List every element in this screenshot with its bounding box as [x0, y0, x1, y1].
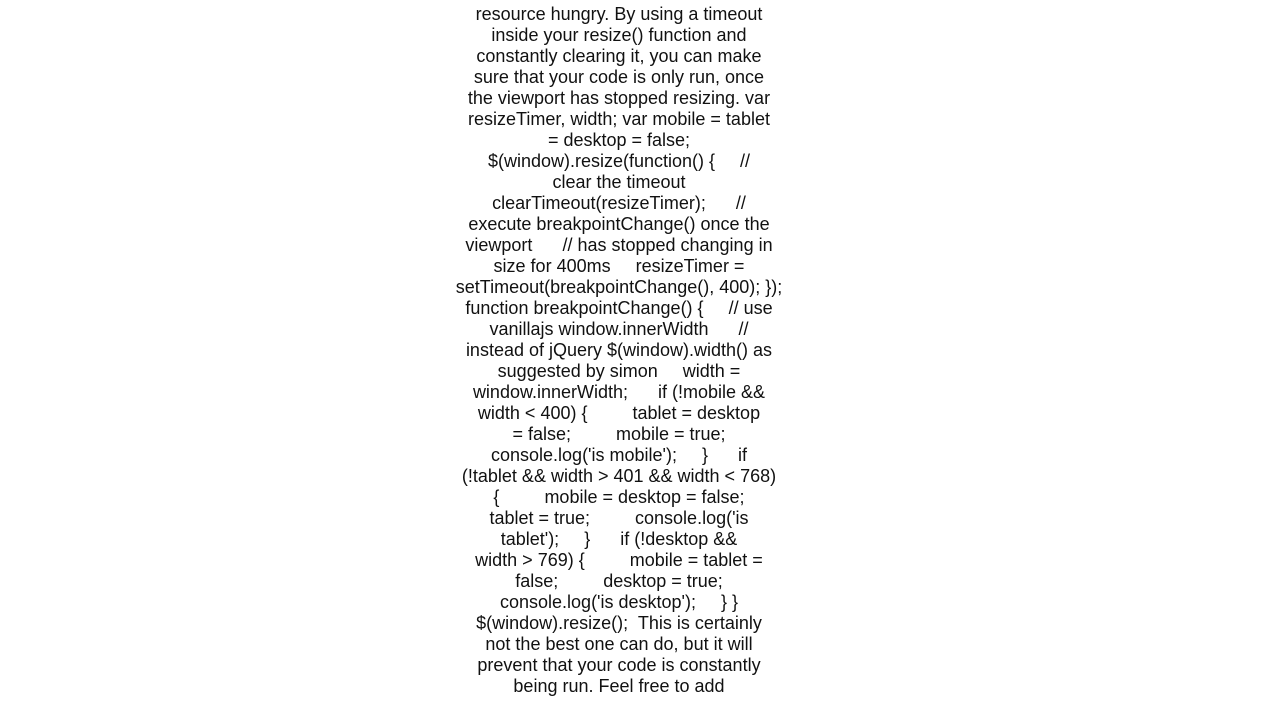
text-line: { mobile = desktop = false;: [493, 487, 745, 507]
text-line: console.log('is mobile'); } if: [491, 445, 747, 465]
text-line: tablet'); } if (!desktop &&: [500, 529, 738, 549]
text-line: tablet = true; console.log('is: [489, 508, 749, 528]
text-line: prevent that your code is constantly: [477, 655, 761, 675]
text-line: console.log('is desktop'); } }: [500, 592, 738, 612]
text-line: constantly clearing it, you can make: [476, 46, 762, 66]
text-line: resizeTimer, width; var mobile = tablet: [468, 109, 770, 129]
text-line: execute breakpointChange() once the: [468, 214, 770, 234]
text-line: being run. Feel free to add: [513, 676, 725, 696]
text-line: (!tablet && width > 401 && width < 768): [461, 466, 777, 486]
text-line: window.innerWidth; if (!mobile &&: [472, 382, 766, 402]
text-line: clearTimeout(resizeTimer); //: [492, 193, 746, 213]
text-line: setTimeout(breakpointChange(), 400); });: [455, 277, 783, 297]
text-line: width > 769) { mobile = tablet =: [475, 550, 763, 570]
text-line: = false; mobile = true;: [512, 424, 726, 444]
text-line: not the best one can do, but it will: [485, 634, 753, 654]
text-line: viewport // has stopped changing in: [465, 235, 773, 255]
text-line: $(window).resize(); This is certainly: [476, 613, 762, 633]
article-text: [455, 4, 783, 696]
text-line: suggested by simon width =: [497, 361, 741, 381]
text-line: clear the timeout: [552, 172, 686, 192]
text-line: inside your resize() function and: [491, 25, 747, 45]
text-line: = desktop = false;: [547, 130, 691, 150]
text-line: false; desktop = true;: [515, 571, 723, 591]
text-line: function breakpointChange() { // use: [465, 298, 773, 318]
text-line: vanillajs window.innerWidth //: [489, 319, 749, 339]
text-line: the viewport has stopped resizing. var: [467, 88, 771, 108]
text-line: sure that your code is only run, once: [473, 67, 765, 87]
text-line: width < 400) { tablet = desktop: [477, 403, 761, 423]
text-line: size for 400ms resizeTimer =: [493, 256, 745, 276]
text-line: $(window).resize(function() { //: [487, 151, 751, 171]
text-line: resource hungry. By using a timeout: [475, 4, 763, 24]
text-line: instead of jQuery $(window).width() as: [465, 340, 773, 360]
